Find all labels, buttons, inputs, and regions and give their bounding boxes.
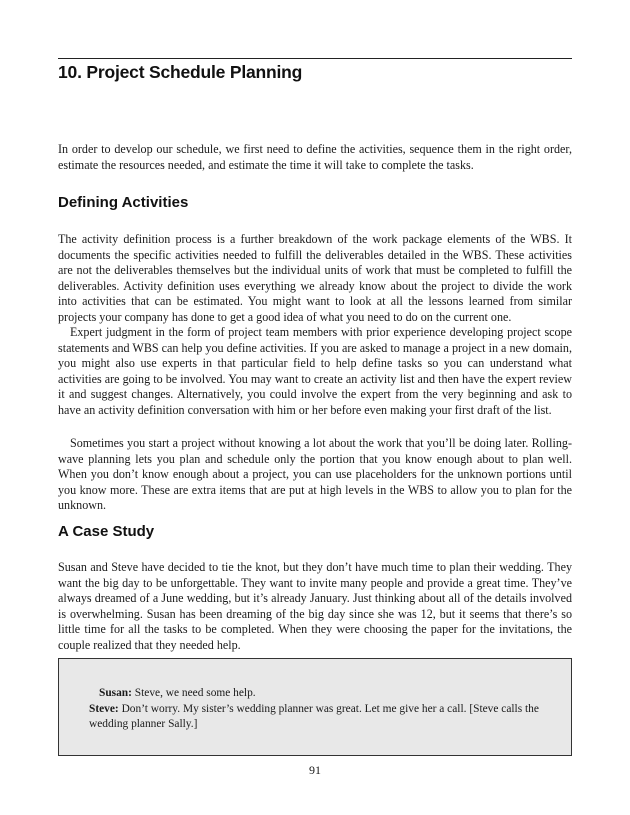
dialogue-text: Steve, we need some help. bbox=[131, 687, 256, 699]
intro-paragraph: In order to develop our schedule, we first need to define the activities, sequence them in the right order, estimate the resources needed, and estimate the time it will take to complete the tasks. bbox=[58, 142, 572, 172]
case-study-paragraph: Susan and Steve have decided to tie the knot, but they don’t have much time to plan their wedding. They want the big day to be unforgettable. They want to invite many people and provide a great time. They’ve always dreamed of a June wedding, but it’s already January. Just thinking about all of the details involved is overwhelming. Susan has been dreaming of the big day since she was 12, but it seems that there’s so little time for all the tasks to be completed. When they were choosing the paper for the invitations, the couple realized that they needed help. bbox=[58, 560, 572, 652]
chapter-title: 10. Project Schedule Planning bbox=[58, 62, 303, 82]
dialogue-box bbox=[58, 658, 572, 756]
section-heading-defining-activities: Defining Activities bbox=[58, 194, 189, 211]
header-rule bbox=[58, 58, 572, 59]
section-heading-case-study: A Case Study bbox=[58, 523, 155, 540]
defining-paragraph-2: Expert judgment in the form of project team members with prior experience developing project scope statements and WBS can help you define activities. If you are asked to manage a project in a new domain, you might also use experts in that particular field to help define tasks so you can understand what activities are going to be involved. You may want to create an activity list and then have the expert review it and suggest changes. Alternatively, you could involve the expert from the very beginning and ask to have an activity definition conversation with him or her before even making your first draft of the list. bbox=[58, 325, 572, 417]
speaker-label: Steve: bbox=[89, 702, 119, 715]
document-page bbox=[58, 0, 572, 815]
defining-paragraph-3: Sometimes you start a project without knowing a lot about the work that you’ll be doing later. Rolling-wave planning lets you plan and schedule only the portion that you know enough about to plan well. When you don’t know enough about a project, you can use placeholders for the unknown portions until you know more. These are extra items that are put at high levels in the WBS to allow you to plan for the unknown. bbox=[58, 436, 572, 513]
defining-paragraph-1: The activity definition process is a further breakdown of the work package elements of the WBS. It documents the specific activities needed to fulfill the deliverables detailed in the WBS. These activities are not the deliverables themselves but the individual units of work that must be completed to fulfill the deliverables. Activity definition uses everything we already know about the project to divide the work into activities that can be estimated. You might want to look at all the lessons learned from similar projects your company has done to get a good idea of what you need to do on the current one. bbox=[58, 232, 572, 324]
page-number: 91 bbox=[309, 763, 321, 777]
speaker-label: Susan: bbox=[99, 687, 132, 699]
dialogue-line-steve bbox=[89, 702, 549, 733]
dialogue-text: Don’t worry. My sister’s wedding planner was great. Let me give her a call. [Steve calls the wedding planner Sally.] bbox=[89, 702, 539, 731]
dialogue bbox=[89, 686, 549, 733]
dialogue-line-susan bbox=[89, 686, 549, 702]
